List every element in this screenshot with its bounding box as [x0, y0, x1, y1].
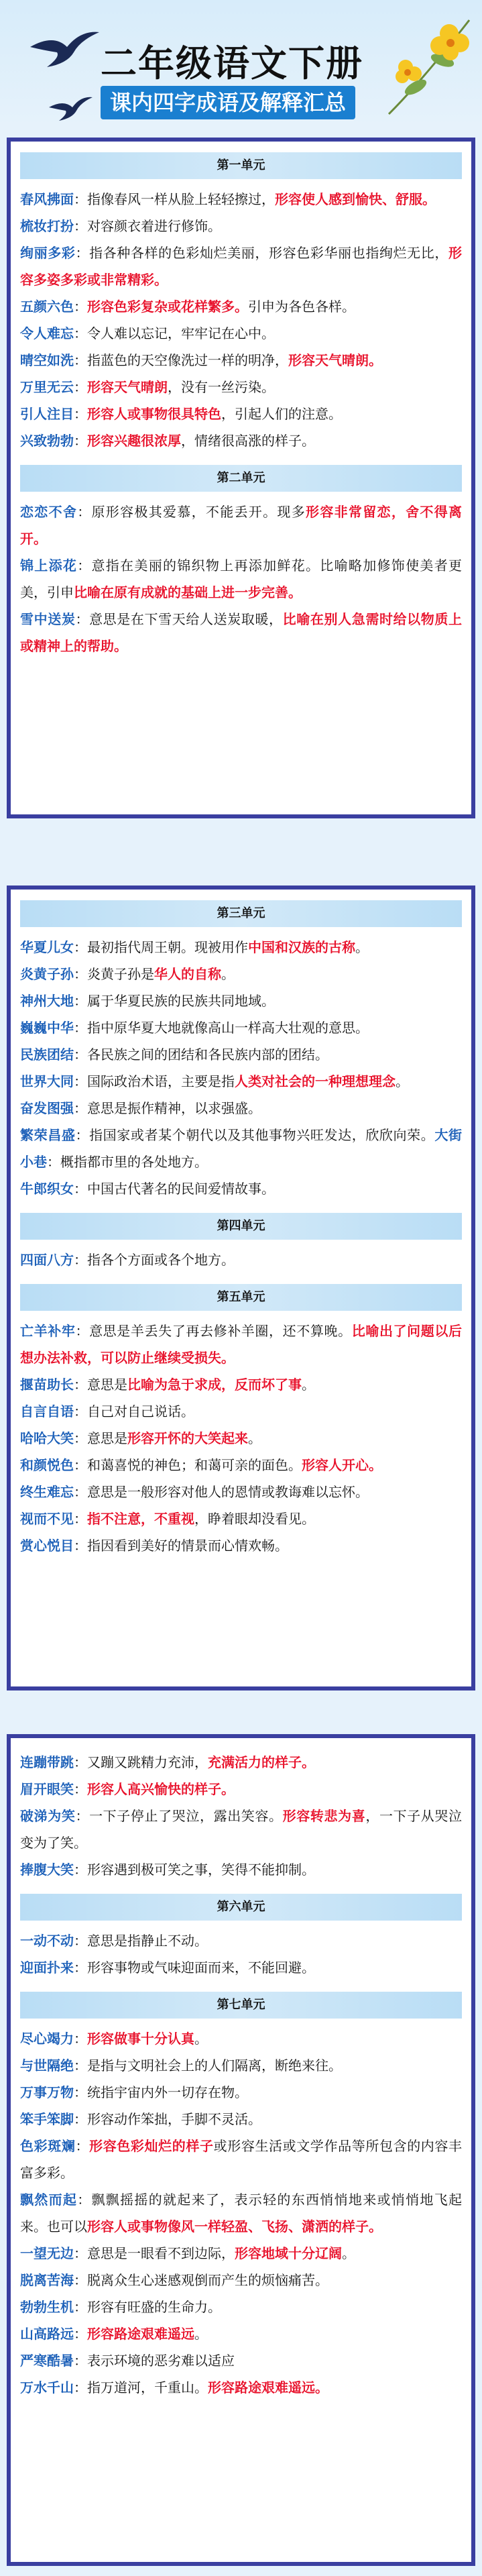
idiom-explanation: ：意指在美丽的锦织物上再添加鲜花。比喻略加修饰使美者更美，引申 — [20, 557, 463, 600]
idiom-entry — [11, 374, 471, 400]
idiom-entry — [11, 1749, 471, 1776]
idiom-explanation: ： — [74, 379, 87, 395]
idiom-highlight: 形容使人感到愉快、舒服。 — [275, 191, 436, 207]
idiom-explanation: 。 — [248, 1430, 261, 1446]
idiom-highlight: 形容地域十分辽阔 — [235, 2245, 342, 2261]
idiom-highlight: 形容色彩灿烂的样子 — [89, 2138, 214, 2154]
idiom-highlight: 比喻为急于求成，反而坏了事 — [127, 1377, 302, 1393]
idiom-explanation: ： — [74, 1511, 87, 1527]
idiom-explanation: ，引起人们的注意。 — [221, 406, 342, 422]
idiom-explanation: ：形容事物或气味迎面而来，不能回避。 — [74, 1960, 315, 1976]
idiom-explanation: ：指因看到美好的情景而心情欢畅。 — [74, 1538, 288, 1554]
idiom-highlight: 比喻出了问题以后想办法补救，可以防止继续受损失。 — [20, 1323, 463, 1366]
idiom-explanation: ：指万道河，千重山。 — [74, 2379, 208, 2396]
idiom-entry — [11, 186, 471, 213]
idiom-explanation: ：概指都市里的各处地方。 — [47, 1154, 208, 1170]
idiom-explanation: ：各民族之间的团结和各民族内部的团结。 — [74, 1046, 328, 1063]
idiom-explanation: ：原形容极其爱慕，不能丢开。现多 — [77, 504, 306, 520]
idiom-explanation: 。 — [342, 2245, 355, 2261]
idiom-explanation: 或形容生活或文学作品等所包含的内容丰富多彩。 — [20, 2138, 463, 2181]
idiom-term: 万水千山 — [20, 2379, 74, 2396]
idiom-entry — [11, 2079, 471, 2106]
idiom-entry — [11, 400, 471, 427]
idiom-explanation: ： — [74, 433, 87, 449]
idiom-highlight: 指不注意，不重视 — [87, 1511, 194, 1527]
idiom-term: 勃勃生机 — [20, 2299, 74, 2315]
idiom-entry — [11, 2374, 471, 2401]
idiom-highlight: 形容路途艰难遥远 — [87, 2326, 194, 2342]
idiom-entry — [11, 347, 471, 374]
idiom-term: 五颜六色 — [20, 299, 74, 315]
idiom-entry — [11, 1014, 471, 1041]
idiom-entry — [11, 1505, 471, 1532]
idiom-term: 飘然而起 — [20, 2192, 78, 2208]
idiom-explanation: ：国际政治术语，主要是指 — [74, 1073, 235, 1089]
idiom-entry — [11, 1803, 471, 1856]
idiom-term: 春风拂面 — [20, 191, 74, 207]
idiom-explanation: ：指各种各样的色彩灿烂美丽，形容色彩华丽也指绚烂无比， — [75, 245, 449, 261]
idiom-entry — [11, 1318, 471, 1371]
idiom-term: 与世隔绝 — [20, 2057, 74, 2074]
idiom-entry — [11, 2240, 471, 2267]
idiom-explanation: ：和蔼喜悦的神色；和蔼可亲的面色。 — [74, 1457, 302, 1473]
idiom-term: 迎面扑来 — [20, 1960, 74, 1976]
idiom-term: 色彩斑斓 — [20, 2138, 76, 2154]
idiom-term: 锦上添花 — [20, 557, 78, 574]
idiom-highlight: 形容人或事物像风一样轻盈、飞扬、潇洒的样子。 — [87, 2218, 382, 2235]
idiom-explanation: ：指像春风一样从脸上轻轻擦过， — [74, 191, 275, 207]
idiom-explanation: ，情绪很高涨的样子。 — [181, 433, 315, 449]
swallow-icon — [27, 27, 101, 74]
idiom-explanation: ：飘飘摇摇的就起来了，表示轻的东西悄悄地来或悄悄地飞起来。也可以 — [20, 2192, 463, 2235]
idiom-highlight: 比喻在别人急需时给以物质上或精神上的帮助。 — [20, 611, 463, 654]
idiom-explanation: ：脱离众生心迷感观倒而产生的烦恼痛苦。 — [74, 2272, 328, 2288]
idiom-term: 破涕为笑 — [20, 1808, 76, 1824]
idiom-entry — [11, 1122, 471, 1175]
unit-heading: 第七单元 — [20, 1992, 462, 2019]
idiom-term: 繁荣昌盛 — [20, 1127, 76, 1143]
unit-heading: 第二单元 — [20, 465, 462, 492]
idiom-term: 哈哈大笑 — [20, 1430, 74, 1446]
idiom-term: 令人难忘 — [20, 325, 74, 341]
idiom-entry — [11, 1041, 471, 1068]
idiom-explanation: ：意思是一眼看不到边际， — [74, 2245, 235, 2261]
idiom-term: 雪中送炭 — [20, 611, 76, 627]
idiom-explanation: 。 — [194, 2326, 208, 2342]
idiom-explanation: ：指各个方面或各个地方。 — [74, 1252, 235, 1268]
idiom-entry — [11, 2052, 471, 2079]
idiom-explanation: 。 — [221, 966, 235, 982]
idiom-entry — [11, 2133, 471, 2186]
idiom-explanation: ：意思是 — [74, 1430, 127, 1446]
idiom-explanation: ：形容遇到极可笑之事，笑得不能抑制。 — [74, 1862, 315, 1878]
idiom-term: 和颜悦色 — [20, 1457, 74, 1473]
idiom-term: 四面八方 — [20, 1252, 74, 1268]
idiom-explanation: ：最初指代周王朝。现被用作 — [74, 939, 248, 955]
idiom-term: 视而不见 — [20, 1511, 74, 1527]
idiom-term: 尽心竭力 — [20, 2031, 74, 2047]
idiom-explanation: ： — [74, 2031, 87, 2047]
idiom-highlight: 中国和汉族的古称 — [248, 939, 355, 955]
page-header — [0, 0, 482, 127]
idiom-entry — [11, 1856, 471, 1883]
idiom-highlight: 形容做事十分认真 — [87, 2031, 194, 2047]
idiom-explanation: ：意思是振作精神，以求强盛。 — [74, 1100, 261, 1116]
idiom-entry — [11, 1068, 471, 1095]
content-card-3 — [7, 1734, 475, 2566]
idiom-term: 连蹦带跳 — [20, 1754, 74, 1770]
idiom-entry — [11, 1398, 471, 1425]
idiom-explanation: ，睁着眼却没看见。 — [194, 1511, 315, 1527]
idiom-entry — [11, 552, 471, 606]
idiom-explanation: ：又蹦又跳精力充沛， — [74, 1754, 208, 1770]
idiom-entry — [11, 239, 471, 293]
idiom-highlight: 形容天气晴朗。 — [288, 352, 382, 368]
unit-heading: 第一单元 — [20, 152, 462, 179]
idiom-entry — [11, 1776, 471, 1803]
idiom-entry — [11, 320, 471, 347]
idiom-explanation: ：自己对自己说话。 — [74, 1403, 194, 1419]
idiom-explanation: ：是指与文明社会上的人们隔离，断绝来往。 — [74, 2057, 342, 2074]
idiom-explanation: ： — [74, 406, 87, 422]
idiom-explanation: ：意思是在下雪天给人送炭取暖， — [75, 611, 283, 627]
idiom-highlight: 人类对社会的一种理想理念 — [235, 1073, 396, 1089]
idiom-explanation: ： — [74, 299, 87, 315]
idiom-term: 脱离苦海 — [20, 2272, 74, 2288]
idiom-explanation: ：炎黄子孙是 — [74, 966, 154, 982]
idiom-term: 万里无云 — [20, 379, 74, 395]
idiom-highlight: 充满活力的样子。 — [208, 1754, 315, 1770]
idiom-term: 一望无边 — [20, 2245, 74, 2261]
idiom-term: 终生难忘 — [20, 1484, 74, 1500]
idiom-explanation: ：表示环境的恶劣难以适应 — [74, 2353, 235, 2369]
idiom-highlight: 形容转悲为喜 — [282, 1808, 366, 1824]
idiom-term: 民族团结 — [20, 1046, 74, 1063]
idiom-explanation: ：意思是羊丢失了再去修补羊圈，还不算晚。 — [75, 1323, 352, 1339]
idiom-explanation: 。 — [396, 1073, 409, 1089]
idiom-explanation: ：意思是一般形容对他人的恩情或教诲难以忘怀。 — [74, 1484, 369, 1500]
idiom-entry — [11, 934, 471, 961]
idiom-entry — [11, 498, 471, 552]
idiom-entry — [11, 1175, 471, 1202]
idiom-term: 笨手笨脚 — [20, 2111, 74, 2127]
idiom-entry — [11, 213, 471, 239]
idiom-entry — [11, 606, 471, 659]
idiom-entry — [11, 2025, 471, 2052]
idiom-entry — [11, 1927, 471, 1954]
idiom-term: 一动不动 — [20, 1933, 74, 1949]
idiom-entry — [11, 1479, 471, 1505]
idiom-entry — [11, 2320, 471, 2347]
idiom-explanation: 。 — [194, 2031, 208, 2047]
idiom-term: 赏心悦目 — [20, 1538, 74, 1554]
idiom-explanation: ： — [74, 2326, 87, 2342]
content-card-2 — [7, 885, 475, 1690]
page-subtitle: 课内四字成语及解释汇总 — [101, 86, 355, 119]
idiom-term: 引人注目 — [20, 406, 74, 422]
idiom-entry — [11, 1954, 471, 1981]
unit-heading: 第六单元 — [20, 1894, 462, 1921]
idiom-highlight: 形容多姿多彩或非常精彩。 — [20, 245, 463, 288]
idiom-explanation: 。 — [355, 939, 369, 955]
idiom-explanation: ，一下子从哭泣变为了笑。 — [20, 1808, 463, 1851]
idiom-highlight: 形容色彩复杂或花样繁多。 — [87, 299, 248, 315]
idiom-explanation: ：中国古代著名的民间爱情故事。 — [74, 1181, 275, 1197]
idiom-entry — [11, 1452, 471, 1479]
idiom-term: 绚丽多彩 — [20, 245, 76, 261]
idiom-explanation: ：指国家或者某个朝代以及其他事物兴旺发达，欣欣向荣。 — [75, 1127, 435, 1143]
idiom-term: 大街小巷 — [20, 1127, 463, 1170]
idiom-explanation: 。 — [302, 1377, 315, 1393]
idiom-term: 严寒酷暑 — [20, 2353, 74, 2369]
idiom-explanation: ：属于华夏民族的民族共同地域。 — [74, 993, 275, 1009]
idiom-explanation: ：形容有旺盛的生命力。 — [74, 2299, 221, 2315]
idiom-term: 捧腹大笑 — [20, 1862, 74, 1878]
idiom-term: 山高路远 — [20, 2326, 74, 2342]
idiom-explanation: ：形容动作笨拙，手脚不灵活。 — [74, 2111, 261, 2127]
idiom-entry — [11, 1246, 471, 1273]
idiom-entry — [11, 1532, 471, 1559]
idiom-term: 兴致勃勃 — [20, 433, 74, 449]
idiom-term: 揠苗助长 — [20, 1377, 74, 1393]
idiom-explanation: ：对容颜衣着进行修饰。 — [74, 218, 221, 234]
swallow-icon — [47, 94, 94, 124]
idiom-term: 梳妆打扮 — [20, 218, 74, 234]
idiom-explanation: ： — [75, 2138, 90, 2154]
idiom-entry — [11, 1371, 471, 1398]
idiom-entry — [11, 2294, 471, 2320]
idiom-explanation: 引申为各色各样。 — [248, 299, 355, 315]
idiom-highlight: 形容非常留恋，舍不得离开。 — [20, 504, 463, 547]
idiom-term: 奋发图强 — [20, 1100, 74, 1116]
idiom-term: 晴空如洗 — [20, 352, 74, 368]
idiom-term: 牛郎织女 — [20, 1181, 74, 1197]
idiom-entry — [11, 1425, 471, 1452]
idiom-explanation: ：令人难以忘记，牢牢记在心中。 — [74, 325, 275, 341]
idiom-explanation: ：统指宇宙内外一切存在物。 — [74, 2084, 248, 2100]
unit-heading: 第五单元 — [20, 1284, 462, 1311]
idiom-highlight: 形容天气晴朗 — [87, 379, 168, 395]
idiom-term: 亡羊补牢 — [20, 1323, 76, 1339]
idiom-highlight: 华人的自称 — [154, 966, 221, 982]
idiom-highlight: 形容路途艰难遥远。 — [208, 2379, 328, 2396]
idiom-explanation: ：指蓝色的天空像洗过一样的明净， — [74, 352, 288, 368]
idiom-highlight: 形容人开心。 — [302, 1457, 382, 1473]
content-card-1 — [7, 138, 475, 818]
idiom-term: 世界大同 — [20, 1073, 74, 1089]
idiom-explanation: ：意思是指静止不动。 — [74, 1933, 208, 1949]
idiom-explanation: ：一下子停止了哭泣，露出笑容。 — [75, 1808, 283, 1824]
idiom-highlight: 形容开怀的大笑起来 — [127, 1430, 248, 1446]
idiom-entry — [11, 2267, 471, 2294]
idiom-term: 华夏儿女 — [20, 939, 74, 955]
flower-icon — [375, 7, 476, 121]
unit-heading: 第三单元 — [20, 900, 462, 927]
idiom-explanation: ： — [74, 1781, 87, 1797]
idiom-term: 炎黄子孙 — [20, 966, 74, 982]
unit-heading: 第四单元 — [20, 1213, 462, 1240]
idiom-entry — [11, 427, 471, 454]
idiom-term: 神州大地 — [20, 993, 74, 1009]
idiom-explanation: ：指中原华夏大地就像高山一样高大壮观的意思。 — [74, 1020, 369, 1036]
idiom-entry — [11, 2347, 471, 2374]
idiom-term: 自言自语 — [20, 1403, 74, 1419]
idiom-entry — [11, 293, 471, 320]
idiom-term: 万事万物 — [20, 2084, 74, 2100]
page-title: 二年级语文下册 — [101, 42, 363, 85]
idiom-term: 巍巍中华 — [20, 1020, 74, 1036]
idiom-explanation: ，没有一丝污染。 — [168, 379, 275, 395]
idiom-explanation: ：意思是 — [74, 1377, 127, 1393]
idiom-entry — [11, 987, 471, 1014]
idiom-highlight: 形容人或事物很具特色 — [87, 406, 221, 422]
idiom-highlight: 形容兴趣很浓厚 — [87, 433, 181, 449]
idiom-highlight: 形容人高兴愉快的样子。 — [87, 1781, 235, 1797]
idiom-entry — [11, 2186, 471, 2240]
idiom-term: 眉开眼笑 — [20, 1781, 74, 1797]
idiom-entry — [11, 2106, 471, 2133]
idiom-entry — [11, 1095, 471, 1122]
idiom-highlight: 比喻在原有成就的基础上进一步完善。 — [74, 584, 302, 600]
idiom-entry — [11, 961, 471, 987]
idiom-term: 恋恋不舍 — [20, 504, 78, 520]
